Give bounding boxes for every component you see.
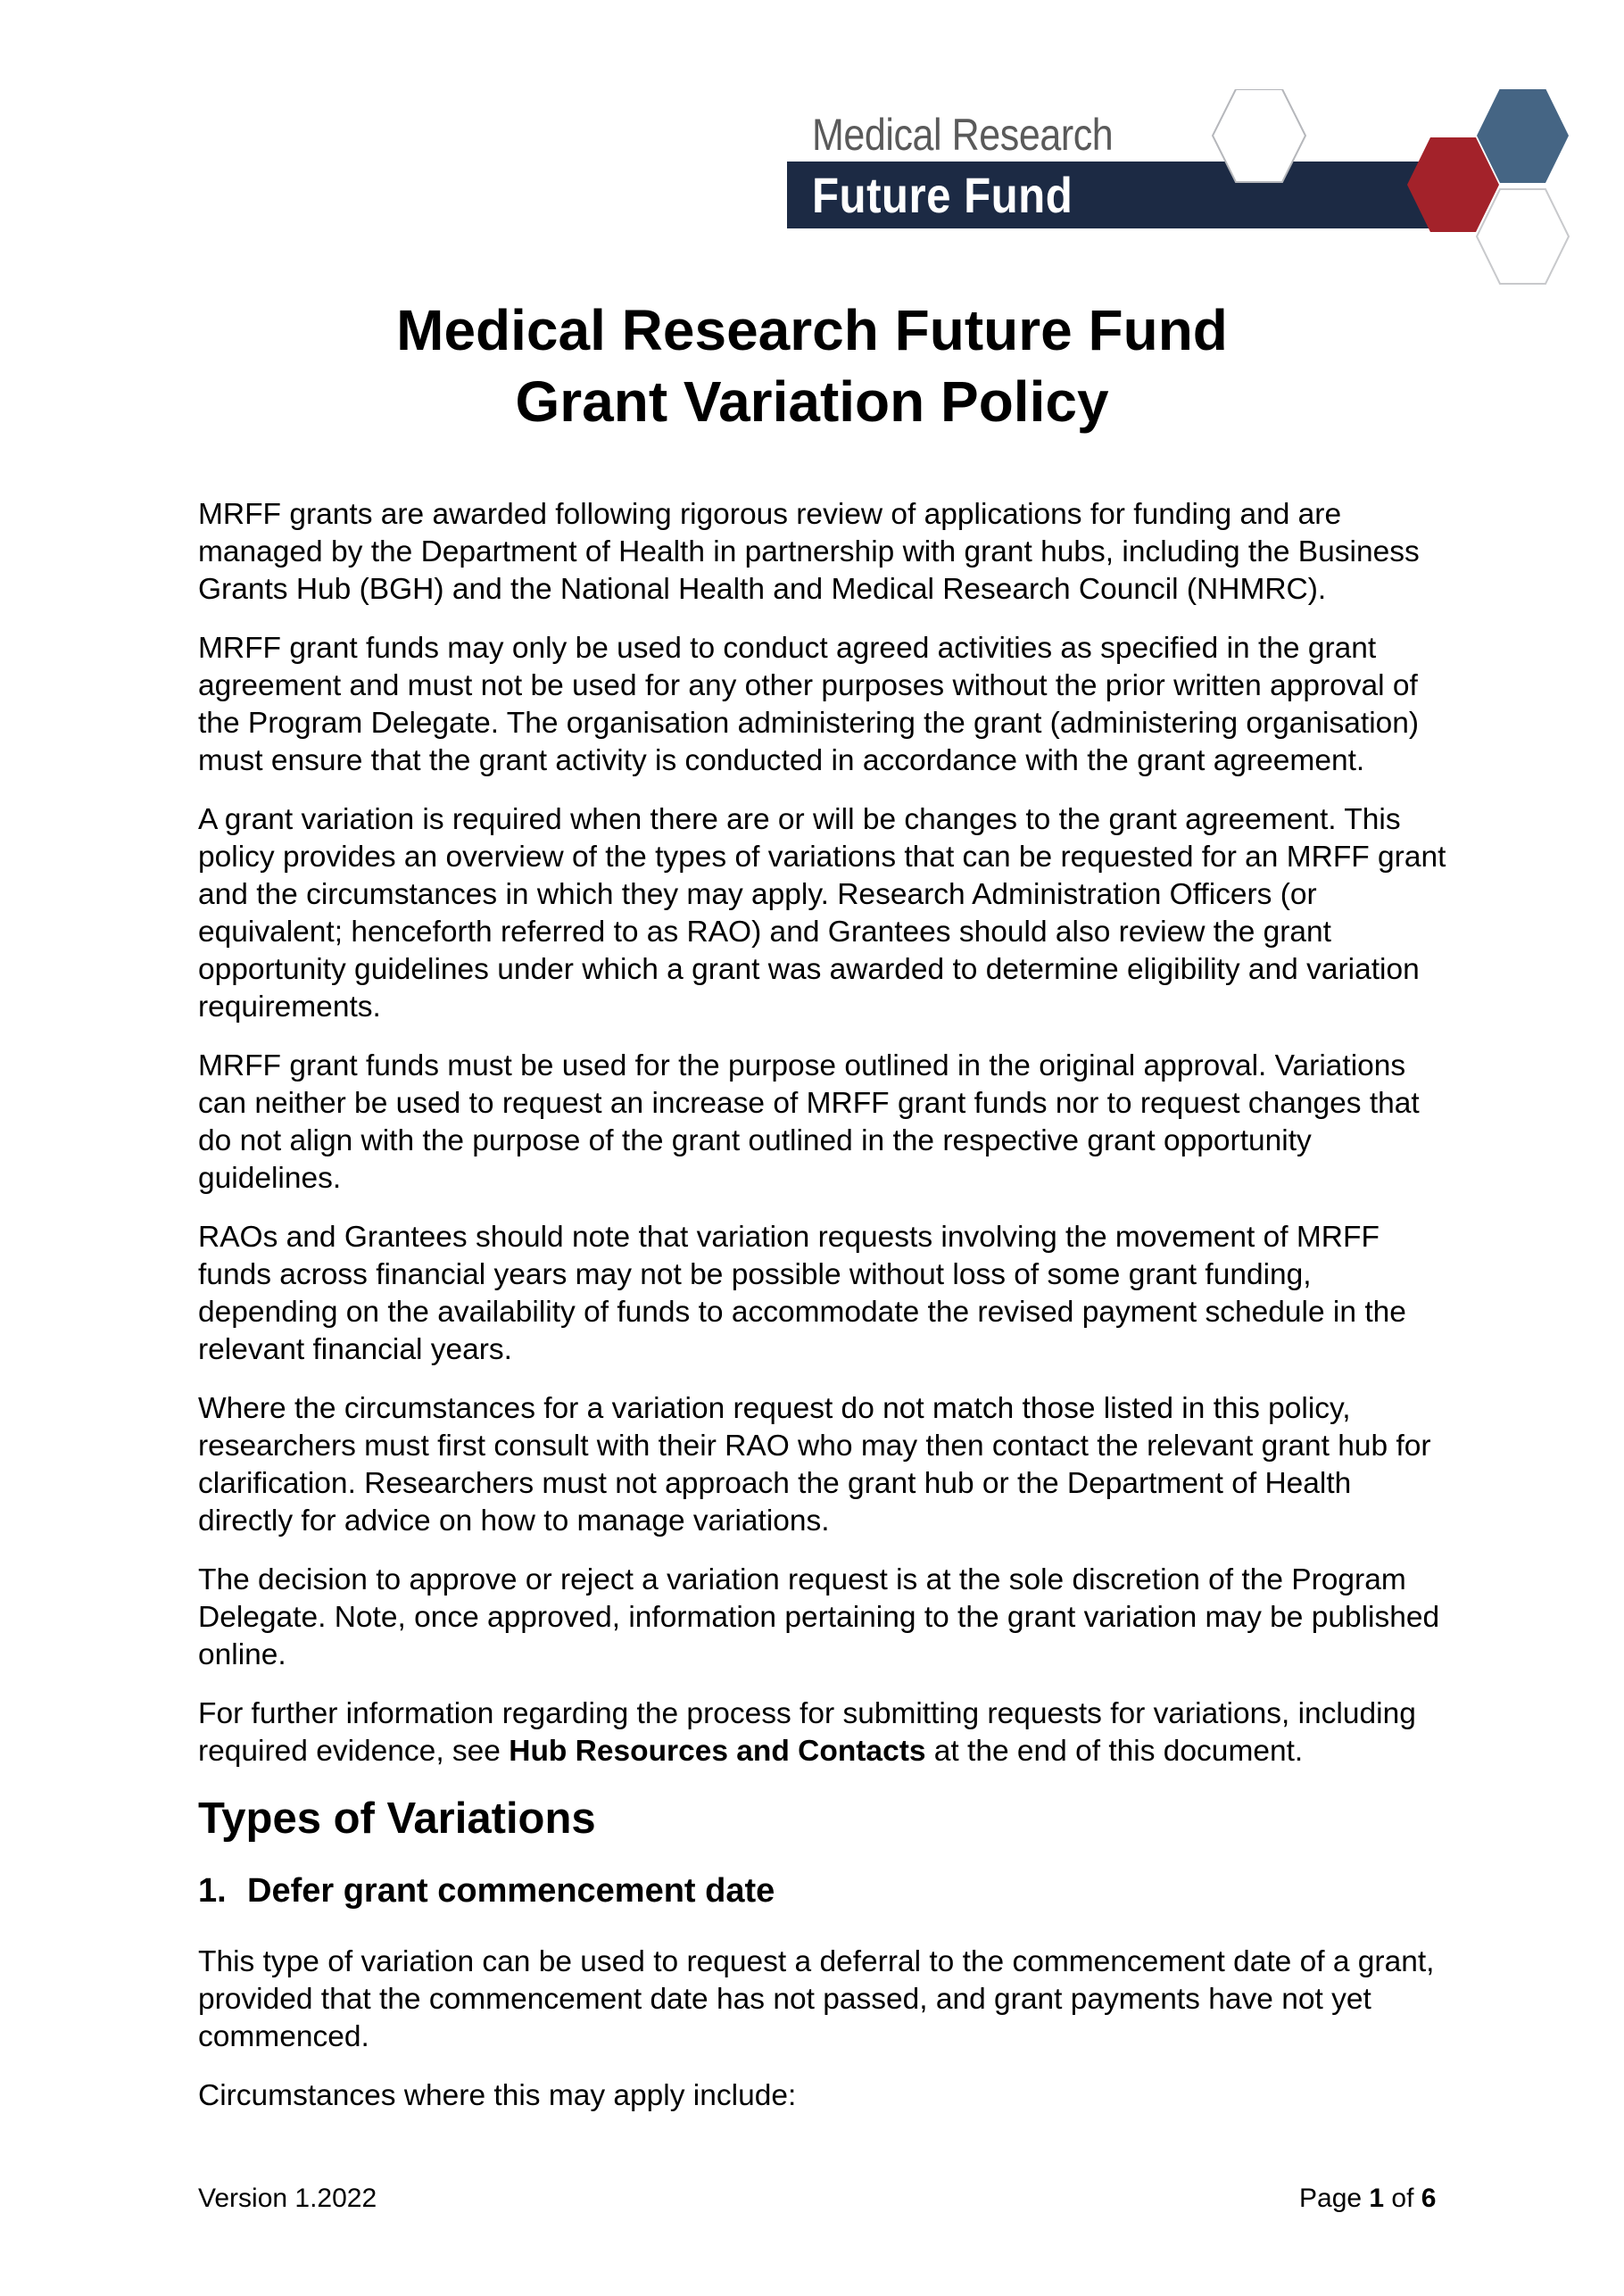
paragraph-defer-description: This type of variation can be used to request a deferral to the commencement date of a grant, provided that the commencement date has not passed, and grant payments have not yet commenced. xyxy=(198,1945,1435,2053)
paragraph-intro: MRFF grants are awarded following rigorous review of applications for funding and are managed by the Department of Health in partnership with grant hubs, including the Business Grants Hub (BGH) and the National Health and Medical Research Council (NHMRC). xyxy=(198,498,1420,606)
hexagon-outline-bottom xyxy=(1477,189,1569,284)
document-title xyxy=(0,294,1624,437)
footer-version: Version 1.2022 xyxy=(198,2184,377,2213)
paragraph-decision: The decision to approve or reject a variation request is at the sole discretion of the Program Delegate. Note, once approved, information pertaining to the grant variation may be published online. xyxy=(198,1563,1440,1671)
page-of-label: of xyxy=(1384,2184,1421,2213)
page-label: Page xyxy=(1299,2184,1370,2213)
section-heading-types-of-variations: Types of Variations xyxy=(198,1795,596,1843)
logo-line-2: Future Fund xyxy=(812,167,1073,223)
paragraph-funds-use: MRFF grant funds may only be used to conduct agreed activities as specified in the grant agreement and must not be used for any other purposes without the prior written approval of the Program Delegate. The organisation administering the grant (administering organisation) must ensure that the grant activity is conducted in accordance with the grant agreement. xyxy=(198,632,1420,777)
title-line-1: Medical Research Future Fund xyxy=(396,298,1228,362)
document-body xyxy=(198,496,1447,2136)
footer-page-number xyxy=(1299,2184,1436,2214)
subsection-number: 1. xyxy=(198,1872,227,1910)
paragraph-circumstances: Circumstances where this may apply include: xyxy=(198,2079,797,2112)
further-info-text-end: at the end of this document. xyxy=(925,1735,1304,1768)
paragraph-purpose: MRFF grant funds must be used for the purpose outlined in the original approval. Variations can neither be used to request an increase of MRFF grant funds nor to request changes that do not align with the purpose of the grant outlined in the respective grant opportunity guidelines. xyxy=(198,1049,1420,1195)
page-total: 6 xyxy=(1421,2184,1437,2213)
subsection-title: Defer grant commencement date xyxy=(247,1872,775,1910)
hub-resources-reference: Hub Resources and Contacts xyxy=(509,1735,926,1768)
further-info-text-start: For further information regarding the process for submitting requests for variations, including required evidence, see xyxy=(198,1697,1416,1768)
mrff-logo xyxy=(787,89,1601,299)
logo-line-1: Medical Research xyxy=(812,110,1114,160)
paragraph-further-info xyxy=(198,1695,1447,1770)
subsection-heading-defer xyxy=(198,1870,1447,1911)
paragraph-consult-rao: Where the circumstances for a variation request do not match those listed in this policy, researchers must first consult with their RAO who may then contact the relevant grant hub for clarification. Researchers must not approach the grant hub or the Department of Health directly for advice on how to manage variations. xyxy=(198,1392,1431,1538)
title-line-2: Grant Variation Policy xyxy=(515,369,1109,434)
hexagon-outline-top xyxy=(1213,89,1305,182)
page-current: 1 xyxy=(1369,2184,1385,2213)
paragraph-financial-years: RAOs and Grantees should note that variation requests involving the movement of MRFF funds across financial years may not be possible without loss of some grant funding, depending on the availability of funds to accommodate the revised payment schedule in the relevant financial years. xyxy=(198,1221,1406,1366)
paragraph-variation-required: A grant variation is required when there are or will be changes to the grant agreement. This policy provides an overview of the types of variations that can be requested for an MRFF grant and the circumstances in which they may apply. Research Administration Officers (or equivalent; henceforth referred to as RAO) and Grantees should also review the grant opportunity guidelines under which a grant was awarded to determine eligibility and variation requirements. xyxy=(198,803,1446,1024)
